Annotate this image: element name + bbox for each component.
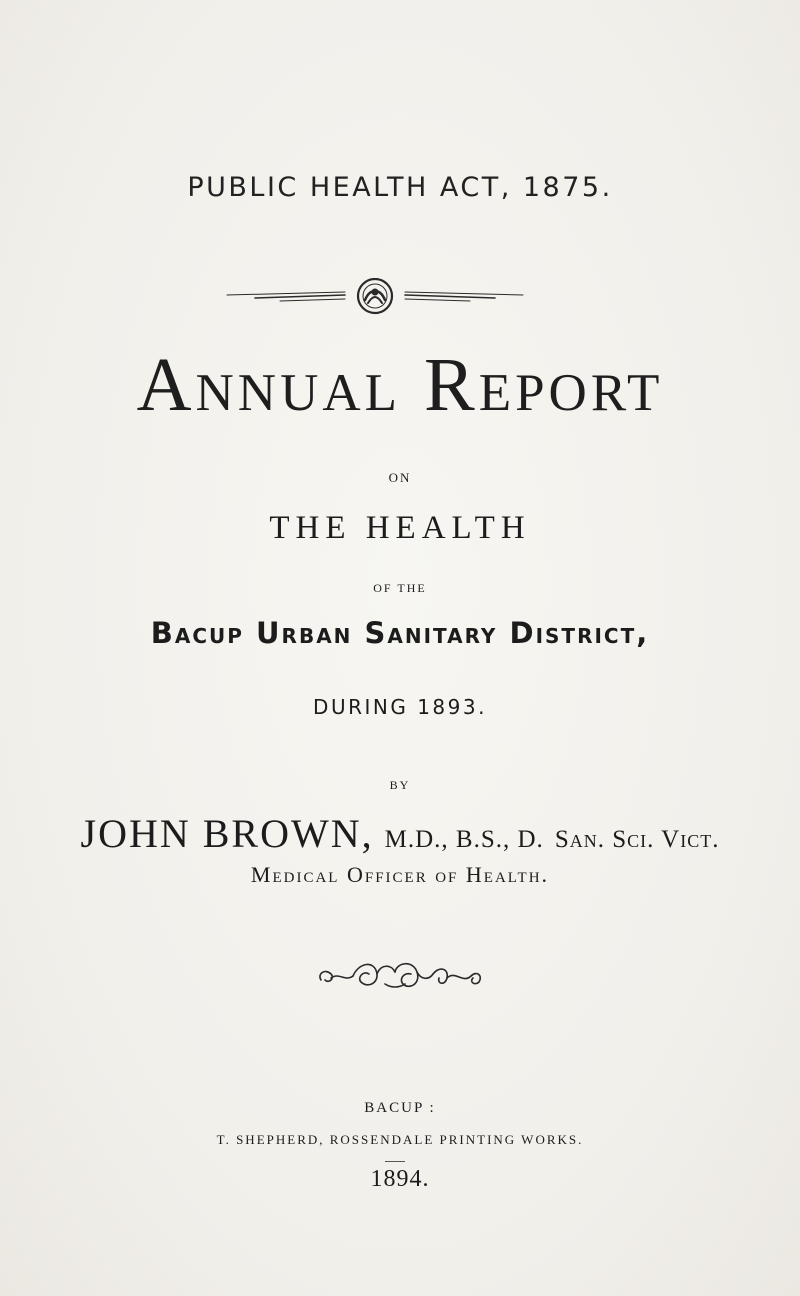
divider-dash (385, 1161, 405, 1162)
imprint-printer: T. SHEPHERD, ROSSENDALE PRINTING WORKS. (216, 1132, 584, 1147)
on-label: ON (388, 470, 412, 485)
publication-year: 1894. (370, 1166, 430, 1192)
during-year: DURING 1893. (313, 695, 487, 719)
author-degrees-suffix: San. Sci. Vict. (554, 826, 720, 853)
scroll-flourish-ornament-icon (315, 958, 485, 992)
author-line (0, 810, 800, 857)
author-degrees: M.D., B.S., D. (384, 826, 544, 853)
of-the-label: OF THE (373, 581, 427, 595)
main-title: Annual Report (136, 343, 664, 427)
health-heading: THE HEALTH (269, 510, 531, 546)
officer-title: Medical Officer of Health. (250, 862, 550, 887)
by-label: BY (389, 778, 411, 792)
district-heading: Bacup Urban Sanitary District, (150, 616, 650, 650)
imprint-place: BACUP : (364, 1100, 436, 1116)
act-title: PUBLIC HEALTH ACT, 1875. (187, 172, 613, 203)
author-name: JOHN BROWN, (80, 811, 374, 856)
rule-medallion-ornament-icon (225, 278, 525, 316)
